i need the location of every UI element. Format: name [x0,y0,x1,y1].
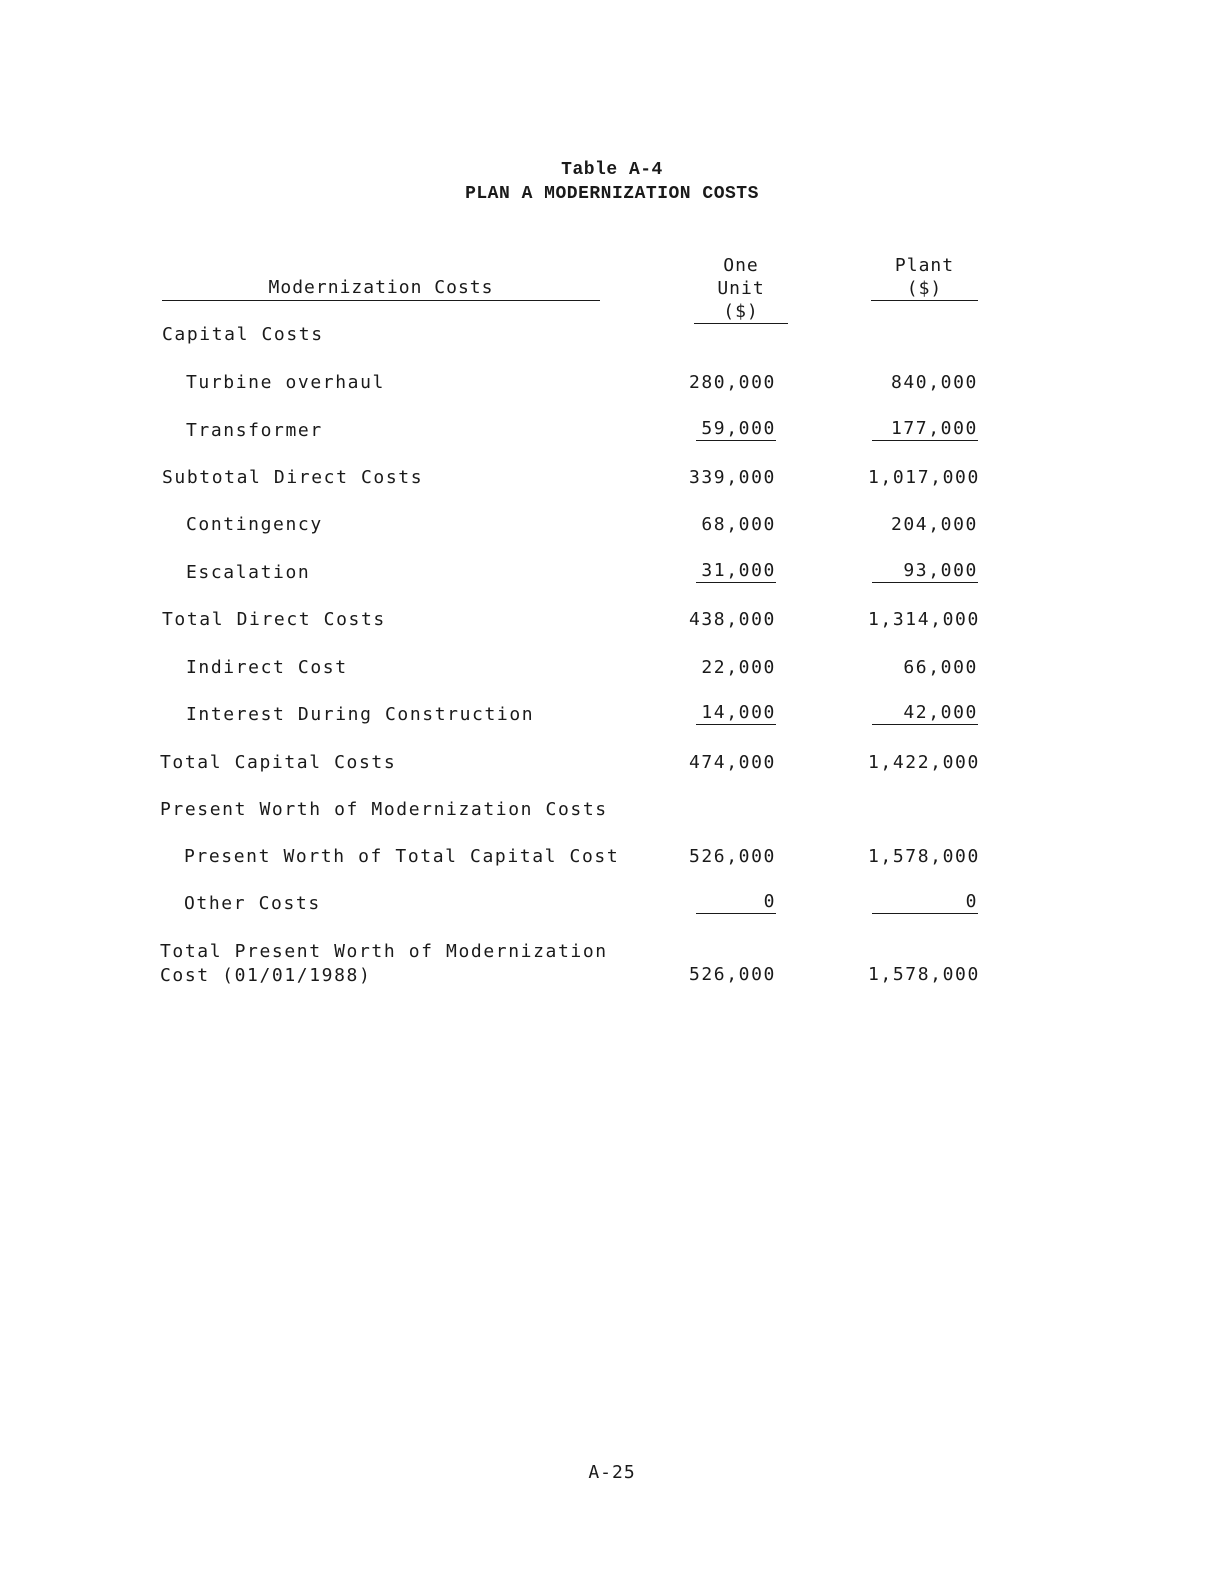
table-row [0,655,1224,681]
plant-value: 1,017,000 [868,467,980,488]
plant-value: 66,000 [903,657,978,678]
plant-value: 840,000 [890,372,978,393]
row-label: Transformer [186,420,323,441]
one-unit-value: 438,000 [688,609,776,630]
table-row [0,512,1224,538]
row-label: Other Costs [184,893,321,914]
header-modernization-costs: Modernization Costs [162,276,600,301]
plant-value: 1,314,000 [868,609,980,630]
one-unit-value: 280,000 [688,372,776,393]
page-number: A-25 [588,1462,636,1483]
plant-value: 42,000 [872,702,978,725]
row-label: Present Worth of Modernization Costs [160,799,608,820]
table-row [0,750,1224,776]
row-label: Interest During Construction [186,704,535,725]
row-label: Subtotal Direct Costs [162,467,424,488]
header-plant-currency: ($) [871,277,978,301]
one-unit-value: 59,000 [696,418,776,441]
table-row [0,370,1224,396]
plant-value: 1,578,000 [868,846,980,867]
table-row [0,891,1224,917]
table-title [0,158,1224,206]
total-present-worth-label-line2: Cost (01/01/1988) [160,965,372,986]
table-row [0,607,1224,633]
table-row [0,322,1224,348]
plant-value: 93,000 [872,560,978,583]
plant-value: 177,000 [872,418,978,441]
row-label: Total Capital Costs [160,752,397,773]
one-unit-value: 14,000 [696,702,776,725]
row-label: Present Worth of Total Capital Cost [184,846,620,867]
table-row [0,797,1224,823]
table-row [0,560,1224,586]
row-label: Contingency [186,514,323,535]
header-one-unit-currency: ($) [694,300,788,324]
table-row [0,418,1224,444]
plant-value: 0 [872,891,978,914]
one-unit-value: 526,000 [688,964,776,985]
header-one-unit-name: One Unit [717,255,765,299]
table-caption: PLAN A MODERNIZATION COSTS [465,184,759,204]
total-present-worth-label-line1: Total Present Worth of Modernization [160,941,608,962]
one-unit-value: 31,000 [696,560,776,583]
table-row [0,702,1224,728]
one-unit-value: 339,000 [688,467,776,488]
one-unit-value: 474,000 [688,752,776,773]
header-plant-name: Plant [894,255,955,276]
one-unit-value: 0 [696,891,776,914]
plant-value: 1,578,000 [868,964,980,985]
table-number: Table A-4 [561,160,663,180]
one-unit-value: 68,000 [701,514,776,535]
plant-value: 1,422,000 [868,752,980,773]
row-label: Indirect Cost [186,657,348,678]
plant-value: 204,000 [890,514,978,535]
one-unit-value: 526,000 [688,846,776,867]
row-label: Total Direct Costs [162,609,386,630]
header-one-unit [694,254,788,324]
header-plant [871,254,978,301]
row-label: Escalation [186,562,311,583]
table-row [0,844,1224,870]
table-row [0,465,1224,491]
row-label: Capital Costs [162,324,324,345]
table-row-total-present-worth [0,962,1224,988]
one-unit-value: 22,000 [701,657,776,678]
row-label: Turbine overhaul [186,372,385,393]
